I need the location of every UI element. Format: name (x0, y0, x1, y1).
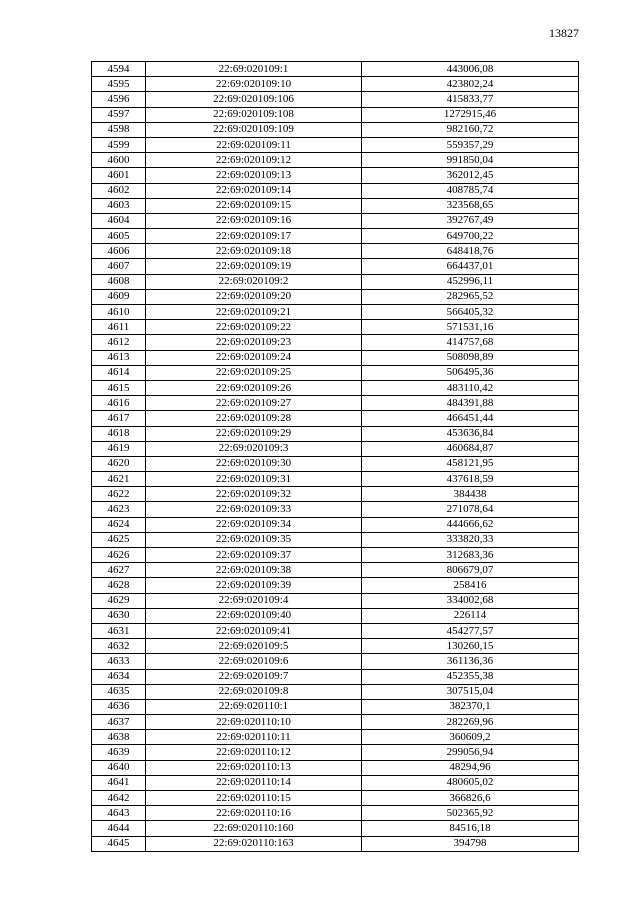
table-row (92, 715, 579, 730)
table-row (92, 153, 579, 168)
cadastral-number-cell: 22:69:020109:35 (146, 532, 362, 547)
cadastral-value-cell: 454277,57 (362, 623, 579, 638)
table-row (92, 441, 579, 456)
row-number-cell: 4630 (92, 608, 146, 623)
cadastral-value-cell: 282965,52 (362, 289, 579, 304)
table-row (92, 62, 579, 77)
cadastral-number-cell: 22:69:020109:8 (146, 684, 362, 699)
table-row (92, 730, 579, 745)
cadastral-number-cell: 22:69:020109:20 (146, 289, 362, 304)
row-number-cell: 4627 (92, 563, 146, 578)
table-row (92, 274, 579, 289)
row-number-cell: 4633 (92, 654, 146, 669)
row-number-cell: 4623 (92, 502, 146, 517)
row-number-cell: 4638 (92, 730, 146, 745)
table-row (92, 365, 579, 380)
cadastral-number-cell: 22:69:020110:163 (146, 836, 362, 851)
table-row (92, 380, 579, 395)
cadastral-number-cell: 22:69:020109:26 (146, 380, 362, 395)
row-number-cell: 4604 (92, 213, 146, 228)
cadastral-number-cell: 22:69:020109:18 (146, 244, 362, 259)
row-number-cell: 4639 (92, 745, 146, 760)
row-number-cell: 4612 (92, 335, 146, 350)
cadastral-value-cell: 366826,6 (362, 791, 579, 806)
cadastral-number-cell: 22:69:020109:14 (146, 183, 362, 198)
row-number-cell: 4624 (92, 517, 146, 532)
cadastral-number-cell: 22:69:020109:33 (146, 502, 362, 517)
cadastral-number-cell: 22:69:020109:5 (146, 639, 362, 654)
table-row (92, 305, 579, 320)
cadastral-value-cell: 508098,89 (362, 350, 579, 365)
table-row (92, 244, 579, 259)
row-number-cell: 4622 (92, 487, 146, 502)
cadastral-number-cell: 22:69:020109:39 (146, 578, 362, 593)
cadastral-number-cell: 22:69:020109:16 (146, 213, 362, 228)
cadastral-value-cell: 982160,72 (362, 122, 579, 137)
table-row (92, 456, 579, 471)
cadastral-number-cell: 22:69:020110:1 (146, 699, 362, 714)
cadastral-value-cell: 480605,02 (362, 775, 579, 790)
table-row (92, 259, 579, 274)
cadastral-value-cell: 333820,33 (362, 532, 579, 547)
cadastral-number-cell: 22:69:020110:10 (146, 715, 362, 730)
row-number-cell: 4634 (92, 669, 146, 684)
row-number-cell: 4620 (92, 456, 146, 471)
cadastral-value-cell: 84516,18 (362, 821, 579, 836)
table-row (92, 684, 579, 699)
table-row (92, 229, 579, 244)
row-number-cell: 4621 (92, 472, 146, 487)
row-number-cell: 4637 (92, 715, 146, 730)
table-row (92, 289, 579, 304)
cadastral-value-cell: 423802,24 (362, 77, 579, 92)
row-number-cell: 4600 (92, 153, 146, 168)
table-row (92, 699, 579, 714)
row-number-cell: 4610 (92, 305, 146, 320)
cadastral-number-cell: 22:69:020110:160 (146, 821, 362, 836)
table-row (92, 578, 579, 593)
cadastral-value-cell: 458121,95 (362, 456, 579, 471)
cadastral-value-cell: 664437,01 (362, 259, 579, 274)
cadastral-value-cell: 408785,74 (362, 183, 579, 198)
table-row (92, 168, 579, 183)
cadastral-value-cell: 130260,15 (362, 639, 579, 654)
cadastral-number-cell: 22:69:020109:19 (146, 259, 362, 274)
cadastral-number-cell: 22:69:020109:12 (146, 153, 362, 168)
cadastral-number-cell: 22:69:020109:1 (146, 62, 362, 77)
cadastral-number-cell: 22:69:020109:31 (146, 472, 362, 487)
row-number-cell: 4636 (92, 699, 146, 714)
cadastral-number-cell: 22:69:020109:11 (146, 137, 362, 152)
cadastral-value-cell: 334002,68 (362, 593, 579, 608)
cadastral-value-cell: 48294,96 (362, 760, 579, 775)
cadastral-number-cell: 22:69:020109:40 (146, 608, 362, 623)
row-number-cell: 4598 (92, 122, 146, 137)
table-row (92, 593, 579, 608)
cadastral-value-cell: 307515,04 (362, 684, 579, 699)
table-row (92, 654, 579, 669)
table-body (92, 62, 579, 852)
cadastral-number-cell: 22:69:020109:13 (146, 168, 362, 183)
row-number-cell: 4596 (92, 92, 146, 107)
table-row (92, 760, 579, 775)
cadastral-number-cell: 22:69:020109:32 (146, 487, 362, 502)
table-row (92, 472, 579, 487)
table-row (92, 396, 579, 411)
cadastral-value-cell: 452996,11 (362, 274, 579, 289)
row-number-cell: 4640 (92, 760, 146, 775)
cadastral-value-cell: 452355,38 (362, 669, 579, 684)
row-number-cell: 4609 (92, 289, 146, 304)
cadastral-value-cell: 506495,36 (362, 365, 579, 380)
table-row (92, 563, 579, 578)
cadastral-value-cell: 299056,94 (362, 745, 579, 760)
row-number-cell: 4594 (92, 62, 146, 77)
table-row (92, 213, 579, 228)
row-number-cell: 4617 (92, 411, 146, 426)
table-row (92, 107, 579, 122)
table-row (92, 806, 579, 821)
cadastral-value-cell: 649700,22 (362, 229, 579, 244)
cadastral-number-cell: 22:69:020109:22 (146, 320, 362, 335)
row-number-cell: 4628 (92, 578, 146, 593)
cadastral-value-cell: 226114 (362, 608, 579, 623)
cadastral-number-cell: 22:69:020109:7 (146, 669, 362, 684)
table-row (92, 137, 579, 152)
cadastral-value-cell: 362012,45 (362, 168, 579, 183)
table-row (92, 836, 579, 851)
cadastral-value-cell: 312683,36 (362, 548, 579, 563)
table-row (92, 183, 579, 198)
cadastral-value-cell: 360609,2 (362, 730, 579, 745)
row-number-cell: 4602 (92, 183, 146, 198)
row-number-cell: 4626 (92, 548, 146, 563)
table-row (92, 487, 579, 502)
row-number-cell: 4616 (92, 396, 146, 411)
cadastral-value-cell: 384438 (362, 487, 579, 502)
row-number-cell: 4597 (92, 107, 146, 122)
row-number-cell: 4642 (92, 791, 146, 806)
cadastral-number-cell: 22:69:020110:16 (146, 806, 362, 821)
table-row (92, 335, 579, 350)
table-row (92, 122, 579, 137)
cadastral-number-cell: 22:69:020109:28 (146, 411, 362, 426)
row-number-cell: 4645 (92, 836, 146, 851)
row-number-cell: 4611 (92, 320, 146, 335)
row-number-cell: 4605 (92, 229, 146, 244)
row-number-cell: 4635 (92, 684, 146, 699)
row-number-cell: 4613 (92, 350, 146, 365)
row-number-cell: 4644 (92, 821, 146, 836)
cadastral-number-cell: 22:69:020109:3 (146, 441, 362, 456)
table-row (92, 775, 579, 790)
cadastral-value-cell: 466451,44 (362, 411, 579, 426)
table-row (92, 411, 579, 426)
table-row (92, 791, 579, 806)
cadastral-number-cell: 22:69:020109:10 (146, 77, 362, 92)
cadastral-number-cell: 22:69:020109:109 (146, 122, 362, 137)
cadastral-number-cell: 22:69:020110:11 (146, 730, 362, 745)
cadastral-number-cell: 22:69:020109:38 (146, 563, 362, 578)
row-number-cell: 4632 (92, 639, 146, 654)
row-number-cell: 4614 (92, 365, 146, 380)
cadastral-value-cell: 415833,77 (362, 92, 579, 107)
table-row (92, 639, 579, 654)
cadastral-value-cell: 258416 (362, 578, 579, 593)
row-number-cell: 4601 (92, 168, 146, 183)
table-row (92, 623, 579, 638)
row-number-cell: 4606 (92, 244, 146, 259)
table-row (92, 608, 579, 623)
table-row (92, 821, 579, 836)
cadastral-number-cell: 22:69:020109:21 (146, 305, 362, 320)
cadastral-value-cell: 394798 (362, 836, 579, 851)
cadastral-number-cell: 22:69:020109:6 (146, 654, 362, 669)
cadastral-value-cell: 566405,32 (362, 305, 579, 320)
row-number-cell: 4599 (92, 137, 146, 152)
cadastral-number-cell: 22:69:020110:15 (146, 791, 362, 806)
cadastral-number-cell: 22:69:020109:23 (146, 335, 362, 350)
row-number-cell: 4631 (92, 623, 146, 638)
cadastral-number-cell: 22:69:020109:37 (146, 548, 362, 563)
cadastral-number-cell: 22:69:020109:4 (146, 593, 362, 608)
cadastral-value-cell: 323568,65 (362, 198, 579, 213)
table-row (92, 517, 579, 532)
row-number-cell: 4619 (92, 441, 146, 456)
cadastral-number-cell: 22:69:020109:34 (146, 517, 362, 532)
row-number-cell: 4615 (92, 380, 146, 395)
cadastral-value-cell: 453636,84 (362, 426, 579, 441)
cadastral-number-cell: 22:69:020109:2 (146, 274, 362, 289)
table-row (92, 350, 579, 365)
cadastral-number-cell: 22:69:020110:14 (146, 775, 362, 790)
cadastral-value-cell: 382370,1 (362, 699, 579, 714)
cadastral-number-cell: 22:69:020109:29 (146, 426, 362, 441)
table-row (92, 92, 579, 107)
cadastral-value-cell: 806679,07 (362, 563, 579, 578)
cadastral-number-cell: 22:69:020109:15 (146, 198, 362, 213)
cadastral-value-cell: 460684,87 (362, 441, 579, 456)
row-number-cell: 4641 (92, 775, 146, 790)
row-number-cell: 4618 (92, 426, 146, 441)
table-row (92, 502, 579, 517)
cadastral-value-cell: 648418,76 (362, 244, 579, 259)
cadastral-number-cell: 22:69:020109:30 (146, 456, 362, 471)
table-row (92, 77, 579, 92)
cadastral-value-cell: 443006,08 (362, 62, 579, 77)
cadastral-number-cell: 22:69:020109:25 (146, 365, 362, 380)
table-row (92, 745, 579, 760)
cadastral-value-cell: 484391,88 (362, 396, 579, 411)
cadastral-number-cell: 22:69:020109:41 (146, 623, 362, 638)
cadastral-number-cell: 22:69:020110:12 (146, 745, 362, 760)
table-row (92, 426, 579, 441)
row-number-cell: 4643 (92, 806, 146, 821)
table-row (92, 532, 579, 547)
cadastral-value-cell: 502365,92 (362, 806, 579, 821)
cadastral-value-cell: 571531,16 (362, 320, 579, 335)
cadastral-number-cell: 22:69:020110:13 (146, 760, 362, 775)
table-row (92, 669, 579, 684)
row-number-cell: 4608 (92, 274, 146, 289)
table-row (92, 198, 579, 213)
row-number-cell: 4603 (92, 198, 146, 213)
table-row (92, 548, 579, 563)
cadastral-number-cell: 22:69:020109:106 (146, 92, 362, 107)
cadastral-value-cell: 437618,59 (362, 472, 579, 487)
page-number: 13827 (549, 26, 579, 40)
cadastral-value-cell: 282269,96 (362, 715, 579, 730)
row-number-cell: 4595 (92, 77, 146, 92)
cadastral-value-cell: 991850,04 (362, 153, 579, 168)
row-number-cell: 4625 (92, 532, 146, 547)
table-row (92, 320, 579, 335)
cadastral-value-cell: 392767,49 (362, 213, 579, 228)
row-number-cell: 4607 (92, 259, 146, 274)
cadastral-value-table (91, 61, 579, 852)
cadastral-number-cell: 22:69:020109:24 (146, 350, 362, 365)
cadastral-number-cell: 22:69:020109:27 (146, 396, 362, 411)
cadastral-number-cell: 22:69:020109:108 (146, 107, 362, 122)
cadastral-number-cell: 22:69:020109:17 (146, 229, 362, 244)
cadastral-value-cell: 271078,64 (362, 502, 579, 517)
cadastral-value-cell: 559357,29 (362, 137, 579, 152)
cadastral-value-cell: 414757,68 (362, 335, 579, 350)
cadastral-value-cell: 483110,42 (362, 380, 579, 395)
row-number-cell: 4629 (92, 593, 146, 608)
cadastral-value-cell: 1272915,46 (362, 107, 579, 122)
cadastral-value-cell: 444666,62 (362, 517, 579, 532)
cadastral-value-cell: 361136,36 (362, 654, 579, 669)
